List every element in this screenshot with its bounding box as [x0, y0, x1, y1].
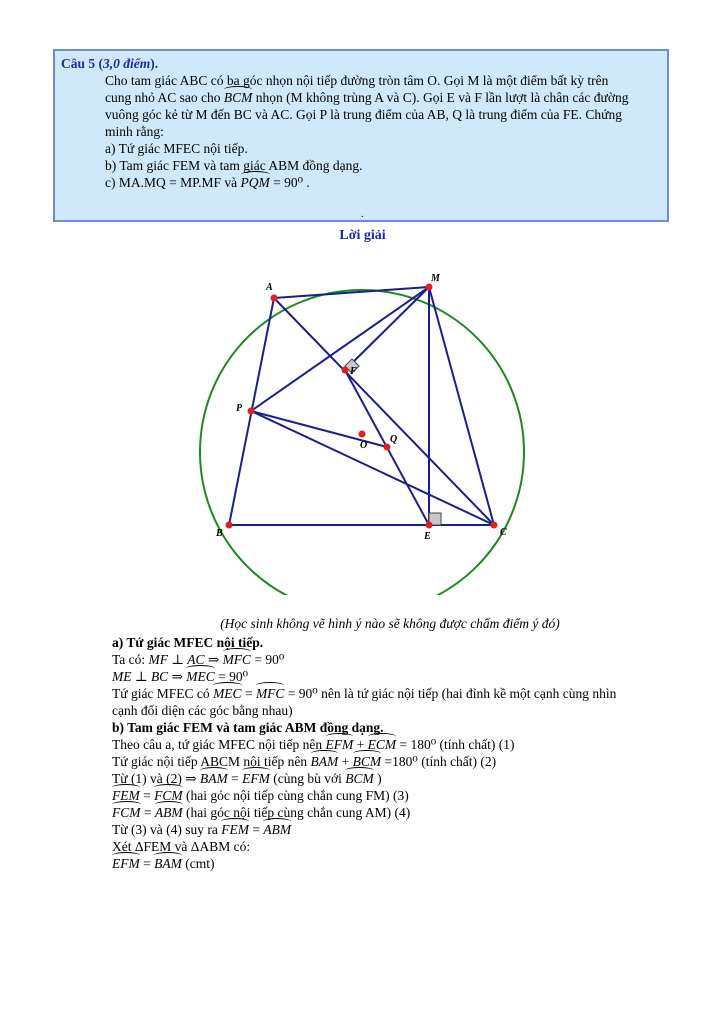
point-e	[426, 522, 433, 529]
solution-a-line-1: Ta có: MF ⊥ AC ⇒ MFC = 90⁰	[112, 652, 285, 667]
label-e: E	[424, 531, 431, 542]
figure-caption: (Học sinh không vẽ hình ý nào sẽ không được chấm điểm ý đó)	[220, 616, 560, 631]
segment-mf	[345, 287, 429, 370]
point-a	[271, 295, 278, 302]
problem-line-2: cung nhỏ AC sao cho BCM nhọn (M không trùng A và C). Gọi E và F lần lượt là chân các đường	[105, 90, 629, 105]
problem-part-c: c) MA.MQ = MP.MF và PQM = 90⁰ .	[105, 175, 310, 190]
label-q: Q	[390, 434, 398, 445]
label-p: P	[236, 403, 243, 414]
solution-body	[112, 634, 672, 872]
arc-pqm: PQM	[240, 175, 270, 190]
solution-b-line-8: EFM = BAM (cmt)	[112, 856, 215, 871]
arc-bcm: BCM	[223, 90, 253, 105]
solution-b-line-6: Từ (3) và (4) suy ra FEM = ABM	[112, 822, 292, 837]
segment-mp	[251, 287, 429, 411]
problem-line-4: minh rằng:	[105, 124, 164, 139]
segment-mc	[429, 287, 494, 525]
point-p	[248, 408, 255, 415]
solution-b-line-3: Từ (1) và (2) ⇒ BAM = EFM (cùng bù với BCM )	[112, 771, 382, 786]
problem-part-a: a) Tứ giác MFEC nội tiếp.	[105, 141, 248, 156]
label-c: C	[500, 527, 507, 538]
solution-a-line-4: cạnh đối diện các góc bằng nhau)	[112, 703, 293, 718]
point-m	[426, 284, 433, 291]
solution-b-line-2: Tứ giác nội tiếp ABCM nội tiếp nên BAM + BCM =180⁰ (tính chất) (2)	[112, 754, 497, 769]
geometry-figure	[190, 265, 540, 595]
label-b: B	[216, 528, 223, 539]
problem-box	[53, 49, 669, 222]
solution-title: Lời giải	[339, 228, 386, 243]
solution-a-line-3: Tứ giác MFEC có MEC = MFC = 90⁰ nên là tứ giác nội tiếp (hai đỉnh kề một cạnh cùng nhìn	[112, 686, 617, 701]
point-c	[491, 522, 498, 529]
solution-b-title: b) Tam giác FEM và tam giác ABM đồng dạng.	[112, 720, 384, 735]
label-a: A	[266, 282, 273, 293]
point-b	[226, 522, 233, 529]
solution-b-line-1: Theo câu a, tứ giác MFEC nội tiếp nên EFM + ECM = 180⁰ (tính chất) (1)	[112, 737, 515, 752]
problem-line-1: Cho tam giác ABC có ba góc nhọn nội tiếp đường tròn tâm O. Gọi M là một điểm bất kỳ trên	[105, 73, 609, 88]
solution-b-line-4: FEM = FCM (hai góc nội tiếp cùng chắn cung FM) (3)	[112, 788, 409, 803]
solution-b-line-5: FCM = ABM (hai góc nội tiếp cùng chắn cung AM) (4)	[112, 805, 411, 820]
problem-part-b: b) Tam giác FEM và tam giác ABM đồng dạng.	[105, 158, 363, 173]
solution-a-line-2: ME ⊥ BC ⇒ MEC = 90⁰	[112, 669, 249, 684]
problem-number: Câu 5	[61, 56, 96, 71]
point-o	[359, 431, 366, 438]
problem-score: 3,0 điểm	[103, 56, 151, 71]
stray-dot: .	[361, 209, 364, 220]
solution-b-line-7: Xét ΔFEM và ΔABM có:	[112, 839, 251, 854]
solution-a-title: a) Tứ giác MFEC nội tiếp.	[112, 635, 264, 650]
problem-heading: Câu 5 (3,0 điểm).	[61, 56, 159, 71]
label-o: O	[360, 440, 368, 451]
point-f	[342, 367, 349, 374]
label-m: M	[431, 273, 440, 284]
problem-line-3: vuông góc kẻ từ M đến BC và AC. Gọi P là trung điểm của AB, Q là trung điểm của FE. Chứng	[105, 107, 622, 122]
label-f: F	[350, 366, 357, 377]
segment-pc	[251, 411, 494, 525]
